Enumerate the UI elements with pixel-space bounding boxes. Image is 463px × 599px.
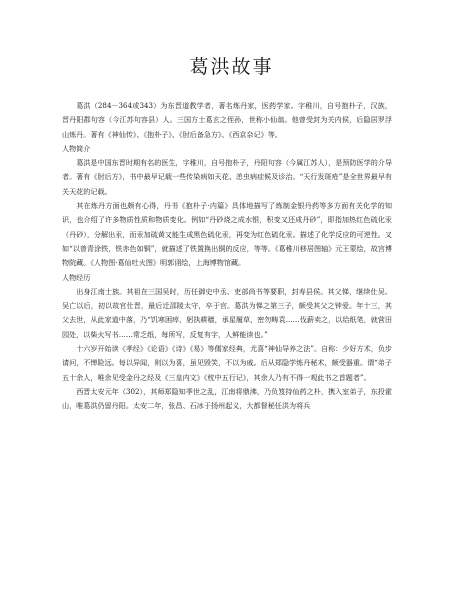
section-heading: 人物经历 bbox=[62, 272, 91, 282]
section-heading: 人物简介 bbox=[62, 143, 91, 153]
paragraph: 其在炼丹方面也颇有心得，丹书《抱朴子·内篇》具体地描写了炼制金银丹药等多方面有关化学的知识，也介绍了许多物质性质和物质变化。例如“丹砂烧之成水银，积变又还成丹砂”，即指加热红色硫化汞（丹砂），分解出汞，而汞加硫黄又能生成黑色硫化汞，再变为红色硫化汞。描述了化学反应的可逆性。又如“以曾青涂铁，铁赤色如铜”，就描述了铁置换出铜的反应，等等。《葛稚川移居图轴》元王蒙绘，故宫博物院藏。《人物图·葛仙吐火图》明郭诩绘，上海博物馆藏。 bbox=[62, 201, 393, 268]
paragraph: 西晋太安元年（302），其师郑隐知季世之乱，江南将鼎沸，乃负笈持仙药之朴，携入室弟子，东投霍山，唯葛洪仍留丹阳。太安二年，张昌、石冰于扬州起义，大都督秘任洪为将兵 bbox=[62, 386, 392, 411]
page-title: 葛洪故事 bbox=[189, 56, 274, 78]
paragraph: 葛洪是中国东晋时期有名的医生，字稚川，自号抱朴子，丹阳句容（今属江苏人），是预防医学的介导者。著有《肘后方》，书中最早记载一些传染病如天花、恙虫病症候及诊治。“天行发斑疮”是全世界最早有关天花的记载。 bbox=[62, 158, 393, 196]
paragraph: 十六岁开始读《孝经》《论语》《诗》《易》等儒家经典，尤喜“神仙导养之法”。自称：少好方术，负步请问，不惮险远。每以异闻，则以为喜，虽见毁笑，不以为戚。后从郑隐学炼丹秘术，颇受器重。谓“弟子五十余人，唯余见受金丹之经及《三皇内文》《枕中五行记》，其余人乃有不得一观此书之首题者”。 bbox=[62, 344, 393, 382]
paragraph: 葛洪（284－364或343）为东晋道教学者，著名炼丹家，医药学家。字稚川，自号抱朴子，汉族，晋丹阳郡句容（今江苏句容县）人。三国方士葛玄之侄孙，世称小仙翁。他曾受封为关内侯，后隐居罗浮山炼丹。著有《神仙传》、《抱朴子》、《肘后备急方》、《西京杂记》等。 bbox=[62, 101, 392, 139]
paragraph: 出身江南士族。其祖在三国吴时，历任御史中丞、吏部尚书等要职，封寿县侯。其父悌，继续仕吴。吴亡以后，初以故官仕晋，最后迁邵陵太守，卒于官。葛洪为悌之第三子，颇受其父之钟爱。年十三，其父去世，从此家道中落，乃“饥寒困瘁，躬执耕穑，承星履草，密勿畴袁……伐薪卖之，以给纸笔，就营田园处，以柴火写书……常乏纸，每所写，反复有字，人鲜能读也。” bbox=[62, 286, 392, 339]
document-body bbox=[62, 99, 392, 414]
